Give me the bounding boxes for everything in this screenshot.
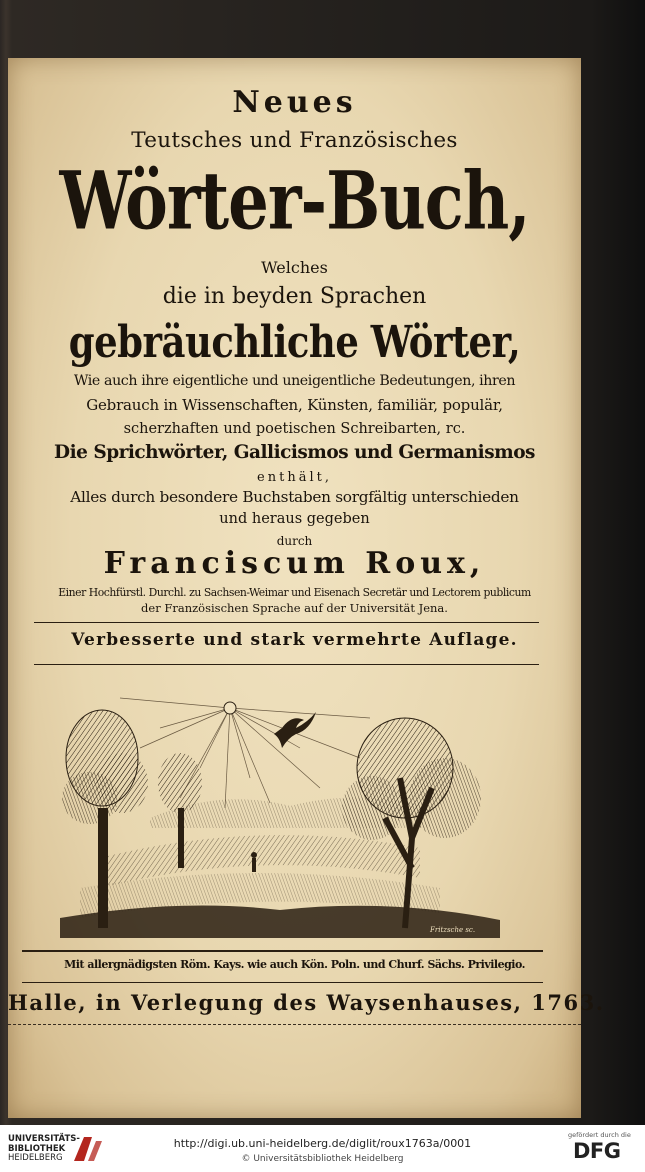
title-neues: Neues <box>232 85 357 120</box>
author-affiliation-1: Einer Hochfürstl. Durchl. zu Sachsen-Weimar und Eisenach Secretär und Lectorem publicum <box>58 586 531 599</box>
subtitle-sprichwoerter: Die Sprichwörter, Gallicismos und Germanismos <box>54 442 535 463</box>
sun-rays <box>120 698 370 808</box>
title-teutsches: Teutsches und Französisches <box>131 128 458 153</box>
bird <box>274 712 316 748</box>
author-name: Franciscum Roux, <box>103 546 486 581</box>
rule-lower <box>34 664 539 665</box>
library-name-1: UNIVERSITÄTS- <box>8 1134 80 1144</box>
edition-statement: Verbesserte und stark vermehrte Auflage. <box>71 630 518 650</box>
privilege-statement: Mit allergnädigsten Röm. Kays. wie auch Kön. Poln. und Churf. Sächs. Privilegio. <box>64 958 525 971</box>
title-welches: Welches <box>261 258 328 277</box>
permalink-url[interactable]: http://digi.ub.uni-heidelberg.de/diglit/roux1763a/0001 <box>173 1137 472 1150</box>
library-name-3: HEIDELBERG <box>8 1153 63 1163</box>
figure <box>252 858 256 872</box>
subtitle-durch: durch <box>276 534 313 548</box>
dfg-logo-icon[interactable]: DFG <box>573 1139 621 1163</box>
subtitle-enthaelt: enthält, <box>257 470 332 485</box>
subtitle-wie-auch: Wie auch ihre eigentliche und uneigentliche Bedeutungen, ihren <box>73 373 516 389</box>
subtitle-alles: Alles durch besondere Buchstaben sorgfältig unterschieden <box>70 488 519 506</box>
sun <box>224 702 236 714</box>
rule-upper <box>34 622 539 623</box>
viewer-footer <box>0 1125 645 1172</box>
imprint: Halle, in Verlegung des Waysenhauses, 1763. <box>8 990 605 1015</box>
title-woerterbuch: Wörter-Buch, <box>59 154 530 249</box>
bottom-rule <box>8 1024 581 1025</box>
title-gebraeuchliche: gebräuchliche Wörter, <box>68 315 521 368</box>
author-affiliation-2: der Französischen Sprache auf der Universität Jena. <box>141 601 448 615</box>
engraver-signature: Fritzsche sc. <box>430 926 476 934</box>
subtitle-gebrauch: Gebrauch in Wissenschaften, Künsten, familiär, populär, <box>86 396 503 414</box>
subtitle-heraus: und heraus gegeben <box>219 511 370 527</box>
subtitle-scherzhaften: scherzhaften und poetischen Schreibarten, rc. <box>123 421 466 437</box>
library-name-2: BIBLIOTHEK <box>8 1143 66 1154</box>
title-beyden-sprachen: die in beyden Sprachen <box>162 284 427 309</box>
funding-note: gefördert durch die <box>568 1131 631 1139</box>
copyright-notice: © Universitätsbibliothek Heidelberg <box>241 1154 404 1164</box>
title-page <box>8 58 605 1118</box>
vignette-engraving <box>60 688 500 938</box>
